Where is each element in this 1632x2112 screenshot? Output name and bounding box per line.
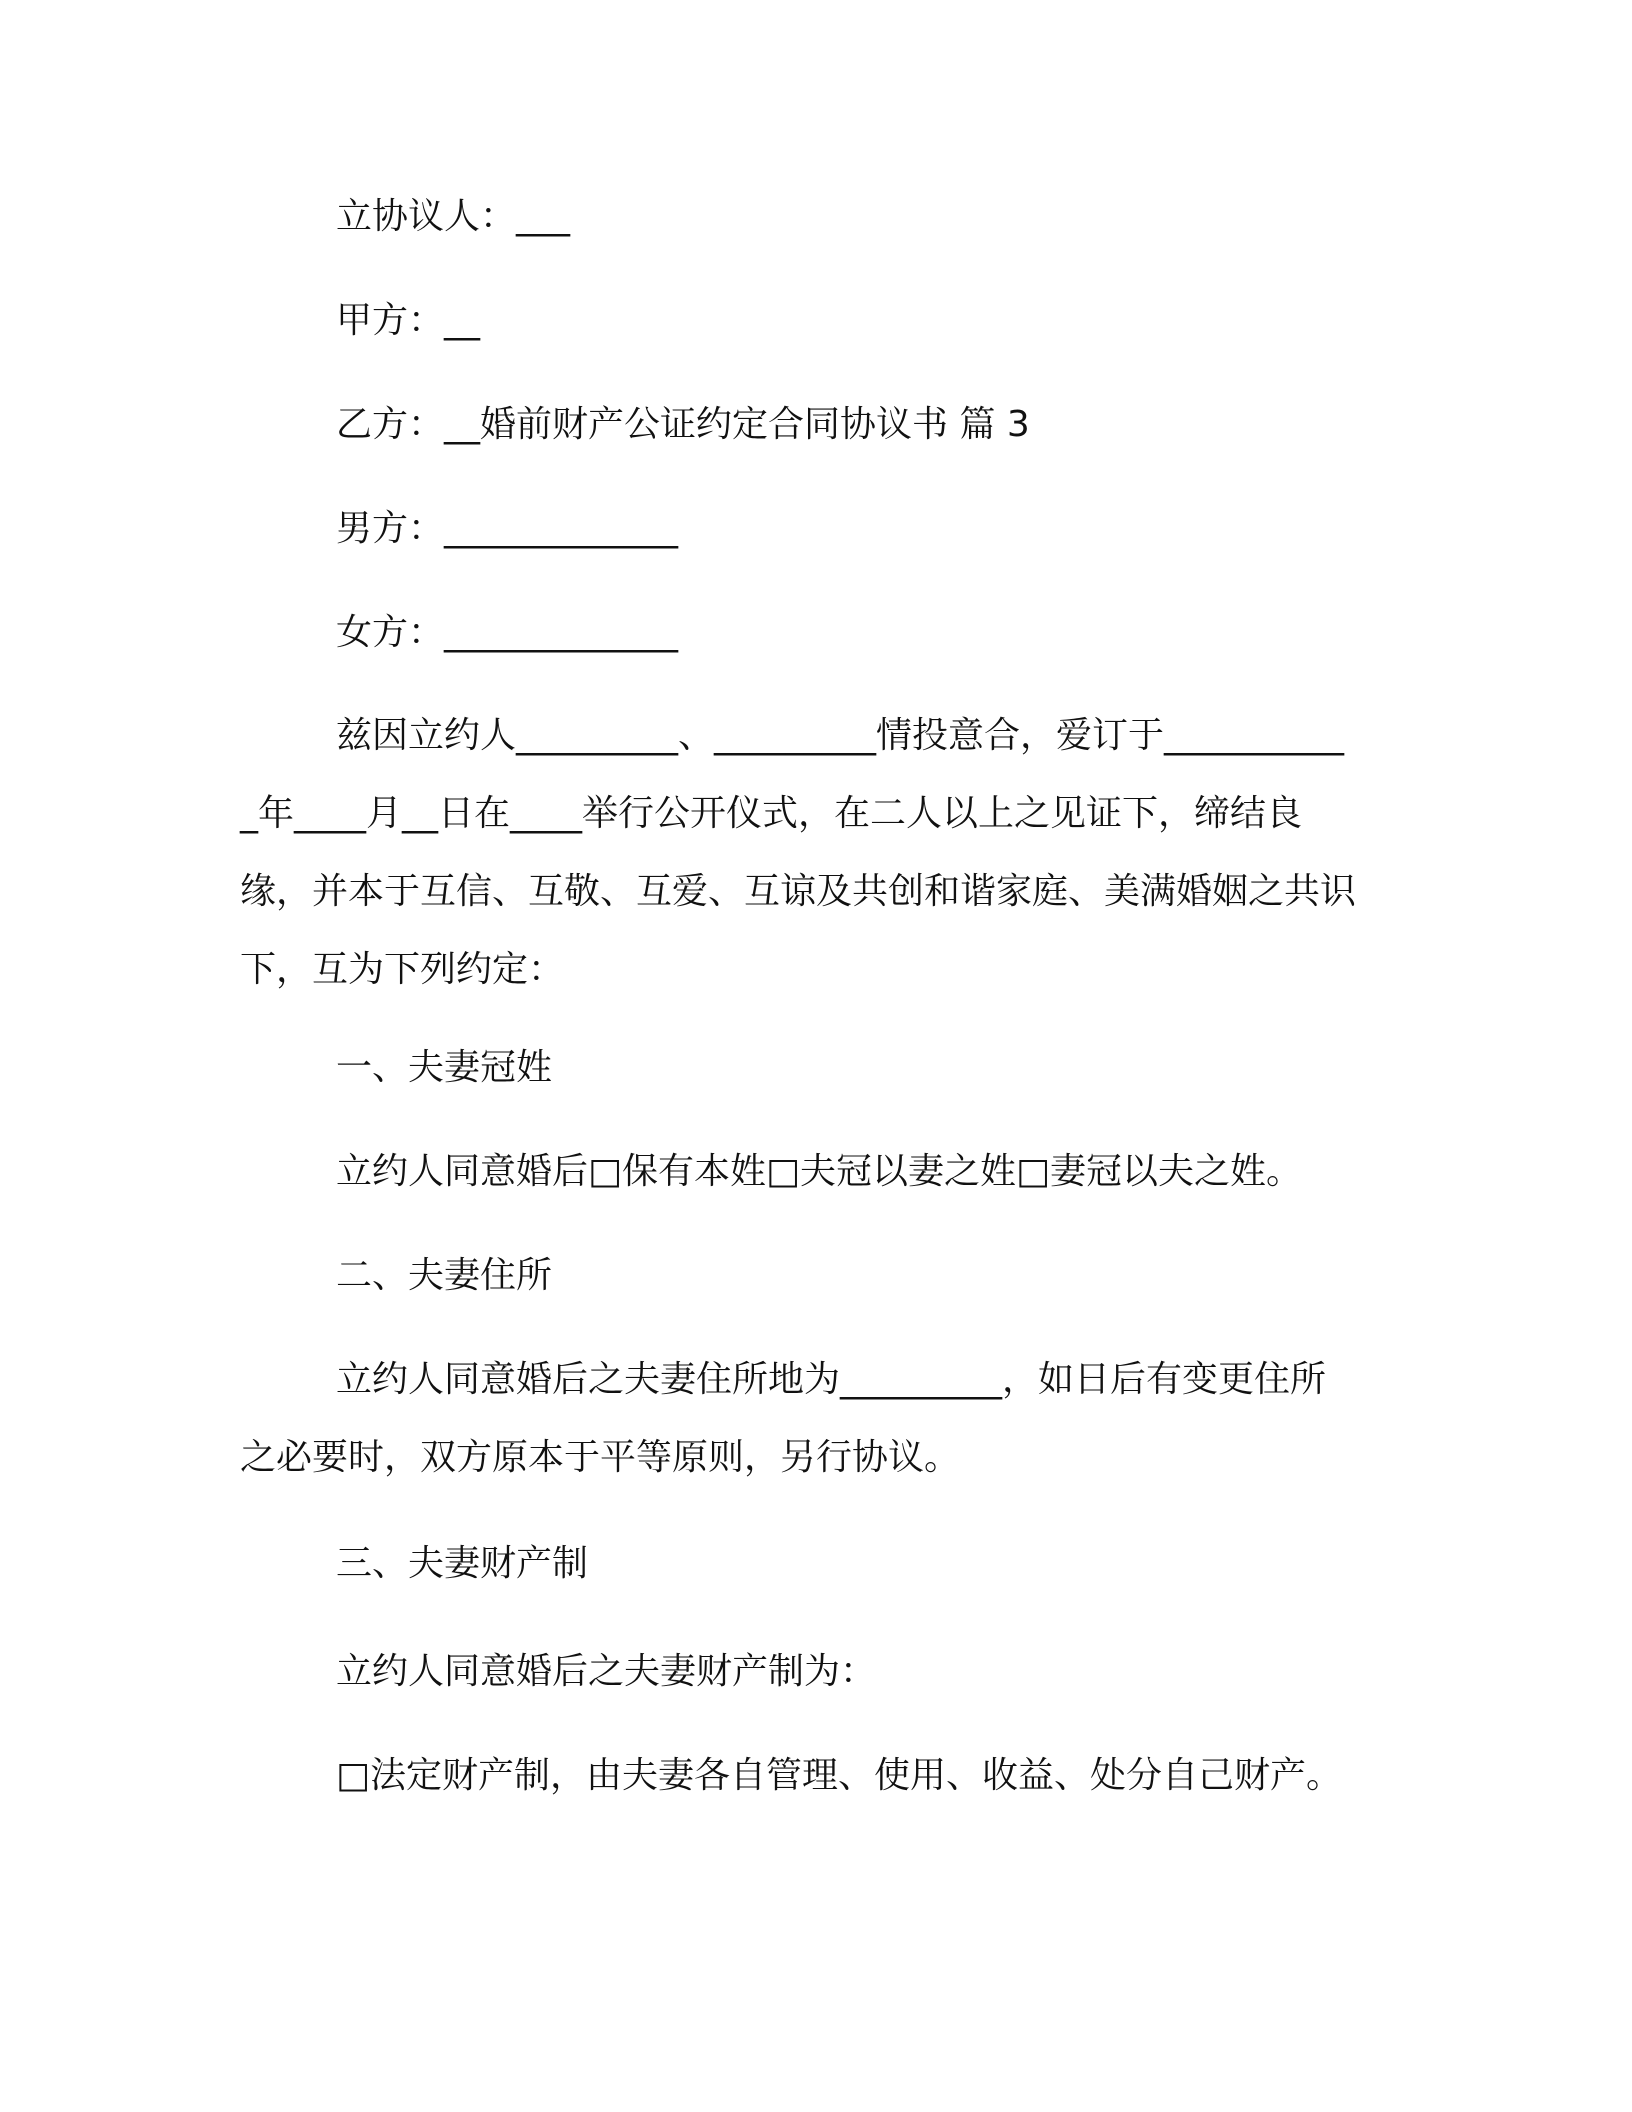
female-party-line: 女方：_____________ [336,612,679,653]
section-heading-property: 三、夫妻财产制 [336,1543,589,1584]
party-b-line: 乙方：__婚前财产公证约定合同协议书 篇 3 [336,404,1030,445]
residence-paragraph: 立约人同意婚后之夫妻住所地为_________，如日后有变更住所之必要时，双方原本于平等原则，另行协议。 [240,1359,1327,1478]
agreement-party-line: 立协议人：___ [336,196,571,237]
party-a-line: 甲方：__ [336,300,481,341]
section-heading-surname: 一、夫妻冠姓 [336,1047,553,1088]
property-intro-paragraph: 立约人同意婚后之夫妻财产制为： [336,1651,877,1692]
surname-option-paragraph: 立约人同意婚后□保有本姓□夫冠以妻之姓□妻冠以夫之姓。 [336,1151,1303,1192]
legal-property-option: □法定财产制，由夫妻各自管理、使用、收益、处分自己财产。 [336,1755,1343,1796]
male-party-line: 男方：_____________ [336,508,679,549]
marriage-intro-paragraph: 兹因立约人_________、_________情投意合，爱订于___________年____月__日在____举行公开仪式，在二人以上之见证下，缔结良缘，并本于互信、互敬、互爱、互谅及共创和谐家庭、美满婚姻之共识下，互为下列约定： [240,715,1357,990]
section-heading-residence: 二、夫妻住所 [336,1255,553,1296]
